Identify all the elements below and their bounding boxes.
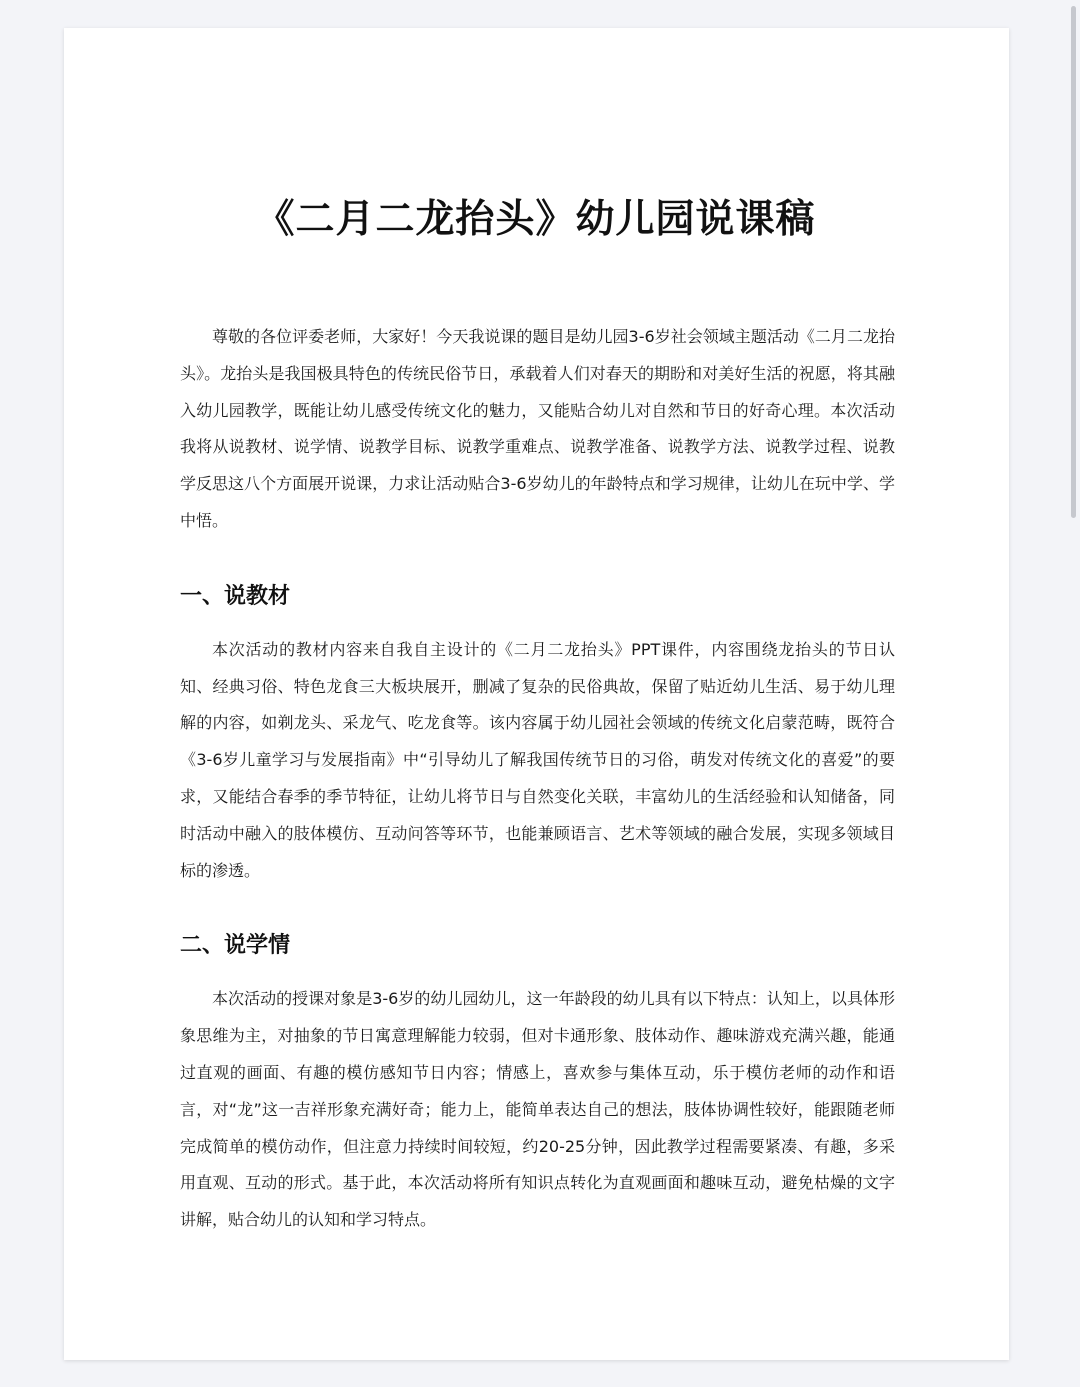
section-body-teaching-material: 本次活动的教材内容来自我自主设计的《二月二龙抬头》PPT课件，内容围绕龙抬头的节日认知、经典习俗、特色龙食三大板块展开，删减了复杂的民俗典故，保留了贴近幼儿生活、易于幼儿理解的内容，如剃龙头、采龙气、吃龙食等。该内容属于幼儿园社会领域的传统文化启蒙范畴，既符合《3-6岁儿童学习与发展指南》中“引导幼儿了解我国传统节日的习俗，萌发对传统文化的喜爱”的要求，又能结合春季的季节特征，让幼儿将节日与自然变化关联，丰富幼儿的生活经验和认知储备，同时活动中融入的肢体模仿、互动问答等环节，也能兼顾语言、艺术等领域的融合发展，实现多领域目标的渗透。 xyxy=(180,639,895,880)
vertical-scrollbar[interactable] xyxy=(1070,0,1078,1387)
document-title: 《二月二龙抬头》幼儿园说课稿 xyxy=(255,197,816,242)
scrollbar-thumb[interactable] xyxy=(1071,6,1076,518)
section-heading-learner-analysis: 二、说学情 xyxy=(180,933,291,959)
section-heading-teaching-material: 一、说教材 xyxy=(180,583,291,609)
section-body-learner-analysis: 本次活动的授课对象是3-6岁的幼儿园幼儿，这一年龄段的幼儿具有以下特点：认知上，以具体形象思维为主，对抽象的节日寓意理解能力较弱，但对卡通形象、肢体动作、趣味游戏充满兴趣，能通过直观的画面、有趣的模仿感知节日内容；情感上，喜欢参与集体互动，乐于模仿老师的动作和语言，对“龙”这一吉祥形象充满好奇；能力上，能简单表达自己的想法，肢体协调性较好，能跟随老师完成简单的模仿动作，但注意力持续时间较短，约20-25分钟，因此教学过程需要紧凑、有趣，多采用直观、互动的形式。基于此，本次活动将所有知识点转化为直观画面和趣味互动，避免枯燥的文字讲解，贴合幼儿的认知和学习特点。 xyxy=(180,989,895,1230)
intro-paragraph: 尊敬的各位评委老师，大家好！今天我说课的题目是幼儿园3-6岁社会领域主题活动《二月二龙抬头》。龙抬头是我国极具特色的传统民俗节日，承载着人们对春天的期盼和对美好生活的祝愿，将其融入幼儿园教学，既能让幼儿感受传统文化的魅力，又能贴合幼儿对自然和节日的好奇心理。本次活动我将从说教材、说学情、说教学目标、说教学重难点、说教学准备、说教学方法、说教学过程、说教学反思这八个方面展开说课，力求让活动贴合3-6岁幼儿的年龄特点和学习规律，让幼儿在玩中学、学中悟。 xyxy=(180,327,895,530)
document-page xyxy=(64,28,1009,1360)
